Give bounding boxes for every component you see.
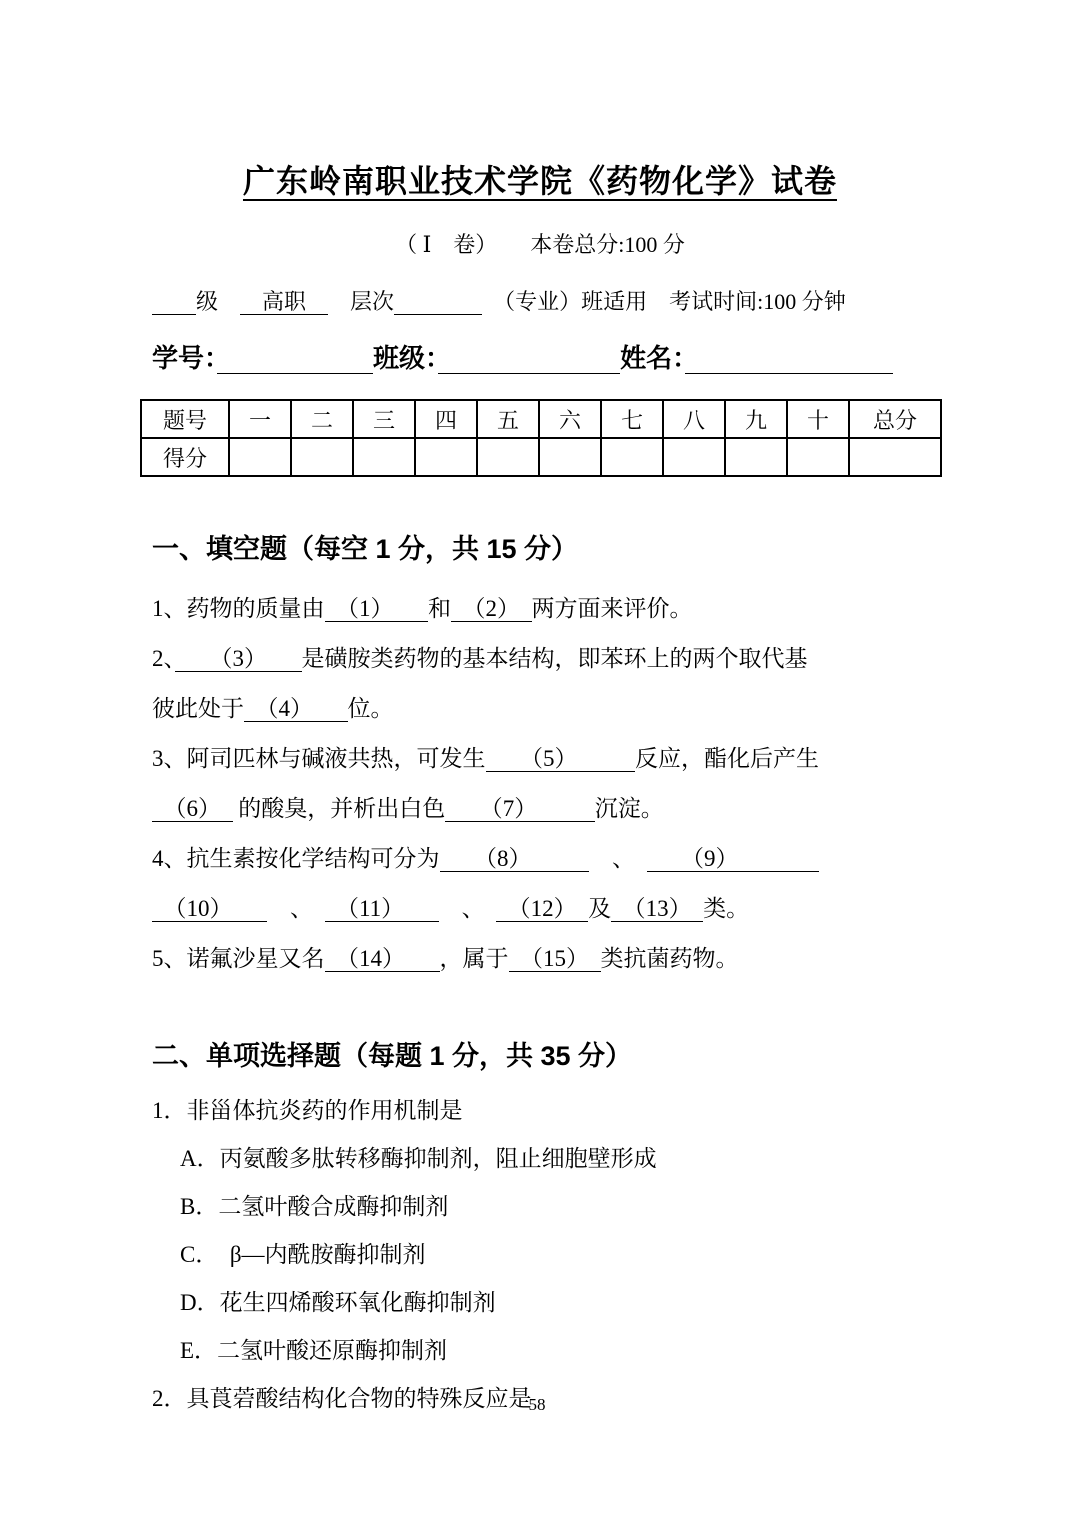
score-table-cell: 四 xyxy=(415,400,477,438)
score-empty-cell xyxy=(787,438,849,476)
question-1-option-b: B．二氢叶酸合成酶抑制剂 xyxy=(180,1194,449,1219)
score-table-cell: 一 xyxy=(229,400,291,438)
fill-line-4 xyxy=(140,734,940,784)
score-table-cell: 三 xyxy=(353,400,415,438)
question-1-option-a: A．丙氨酸多肽转移酶抑制剂，阻止细胞壁形成 xyxy=(180,1146,657,1171)
text-segment: 姓名： xyxy=(620,343,686,373)
fill-in-blank-section xyxy=(140,584,940,984)
text-segment: 级 xyxy=(196,289,241,314)
text-segment: 4、抗生素按化学结构可分为 xyxy=(152,846,440,871)
section1-heading: 一、填空题（每空 1 分，共 15 分） xyxy=(152,534,579,564)
question-1: 1．非甾体抗炎药的作用机制是 xyxy=(152,1098,463,1123)
score-table-cell: 六 xyxy=(539,400,601,438)
section2-heading: 二、单项选择题（每题 1 分，共 35 分） xyxy=(152,1041,633,1071)
text-segment: 两方面来评价。 xyxy=(531,596,693,621)
score-empty-cell xyxy=(663,438,725,476)
text-segment: 层次 xyxy=(328,289,395,314)
score-empty-cell xyxy=(725,438,787,476)
blank-underline: 高职 xyxy=(240,289,329,314)
question-1-option-e: E．二氢叶酸还原酶抑制剂 xyxy=(180,1338,448,1363)
score-table-cell: 二 xyxy=(291,400,353,438)
score-table-score-row xyxy=(141,438,941,476)
total-score-label-cell: 总分 xyxy=(849,400,941,438)
blank-underline xyxy=(152,289,196,315)
text-segment: 1、药物的质量由 xyxy=(152,596,325,621)
text-segment: 的酸臭，并析出白色 xyxy=(232,796,446,821)
blank-underline: （10） xyxy=(152,896,267,921)
question-1-option-d: D．花生四烯酸环氧化酶抑制剂 xyxy=(180,1290,496,1315)
fill-line-3 xyxy=(140,684,940,734)
blank-underline: （3） xyxy=(175,646,302,671)
score-empty-cell xyxy=(601,438,663,476)
blank-underline: （5） xyxy=(485,746,635,771)
student-info-line xyxy=(140,338,940,375)
question-2: 2．具莨菪酸结构化合物的特殊反应是 xyxy=(152,1386,532,1411)
score-empty-cell xyxy=(849,438,941,476)
blank-underline xyxy=(394,289,482,315)
text-segment: 沉淀。 xyxy=(594,796,664,821)
fill-line-1 xyxy=(140,584,940,634)
score-label-cell: 得分 xyxy=(141,438,229,476)
text-segment: 是磺胺类药物的基本结构，即苯环上的两个取代基 xyxy=(301,646,808,671)
fill-line-8 xyxy=(140,934,940,984)
blank-underline: （8） xyxy=(439,846,589,871)
text-segment: ，属于 xyxy=(439,946,509,971)
score-empty-cell xyxy=(229,438,291,476)
text-segment: 3、阿司匹林与碱液共热，可发生 xyxy=(152,746,486,771)
blank-underline: （13） xyxy=(611,896,704,921)
text-segment: 类。 xyxy=(703,896,750,921)
question-1-option-c: C． β—内酰胺酶抑制剂 xyxy=(180,1242,426,1267)
text-segment: 、 xyxy=(438,896,497,921)
grade-level-line xyxy=(140,285,940,316)
text-segment: 类抗菌药物。 xyxy=(600,946,739,971)
text-segment: 5、诺氟沙星又名 xyxy=(152,946,325,971)
blank-underline xyxy=(685,343,893,374)
score-empty-cell xyxy=(353,438,415,476)
text-segment: 反应，酯化后产生 xyxy=(635,746,819,771)
score-table xyxy=(140,399,942,477)
blank-underline xyxy=(217,343,373,374)
fill-line-5 xyxy=(140,784,940,834)
volume-total-line: （ Ⅰ 卷） 本卷总分:100 分 xyxy=(395,232,685,257)
blank-underline: （12） xyxy=(496,896,589,921)
blank-underline: （1） xyxy=(324,596,428,621)
score-empty-cell xyxy=(539,438,601,476)
blank-underline: （14） xyxy=(324,946,440,971)
blank-underline xyxy=(438,343,620,374)
page-number: 58 xyxy=(528,1395,546,1414)
blank-underline: （7） xyxy=(445,796,595,821)
blank-underline: （6） xyxy=(152,796,233,821)
text-segment: 2、 xyxy=(152,646,175,671)
score-table-cell: 九 xyxy=(725,400,787,438)
score-empty-cell xyxy=(415,438,477,476)
page-title: 广东岭南职业技术学院《药物化学》试卷 xyxy=(242,163,837,199)
question-number-label-cell: 题号 xyxy=(141,400,229,438)
score-empty-cell xyxy=(291,438,353,476)
text-segment: 和 xyxy=(428,596,451,621)
text-segment: 及 xyxy=(588,896,612,921)
score-table-cell: 七 xyxy=(601,400,663,438)
fill-line-7 xyxy=(140,884,940,934)
text-segment: （专业）班适用 考试时间:100 分钟 xyxy=(482,289,846,314)
text-segment: 、 xyxy=(589,846,647,871)
text-segment: 班级： xyxy=(373,343,439,373)
blank-underline: （4） xyxy=(244,696,348,721)
text-segment: 、 xyxy=(267,896,325,921)
text-segment: 彼此处于 xyxy=(152,696,244,721)
blank-underline: （9） xyxy=(646,846,819,871)
fill-line-2 xyxy=(140,634,940,684)
text-segment: 学号： xyxy=(152,343,218,373)
score-table-cell: 八 xyxy=(663,400,725,438)
score-empty-cell xyxy=(477,438,539,476)
fill-line-6 xyxy=(140,834,940,884)
blank-underline: （15） xyxy=(508,946,601,971)
blank-underline: （11） xyxy=(324,896,439,921)
blank-underline: （2） xyxy=(451,596,532,621)
score-table-cell: 十 xyxy=(787,400,849,438)
score-table-cell: 五 xyxy=(477,400,539,438)
score-table-header-row xyxy=(141,400,941,438)
text-segment: 位。 xyxy=(347,696,394,721)
